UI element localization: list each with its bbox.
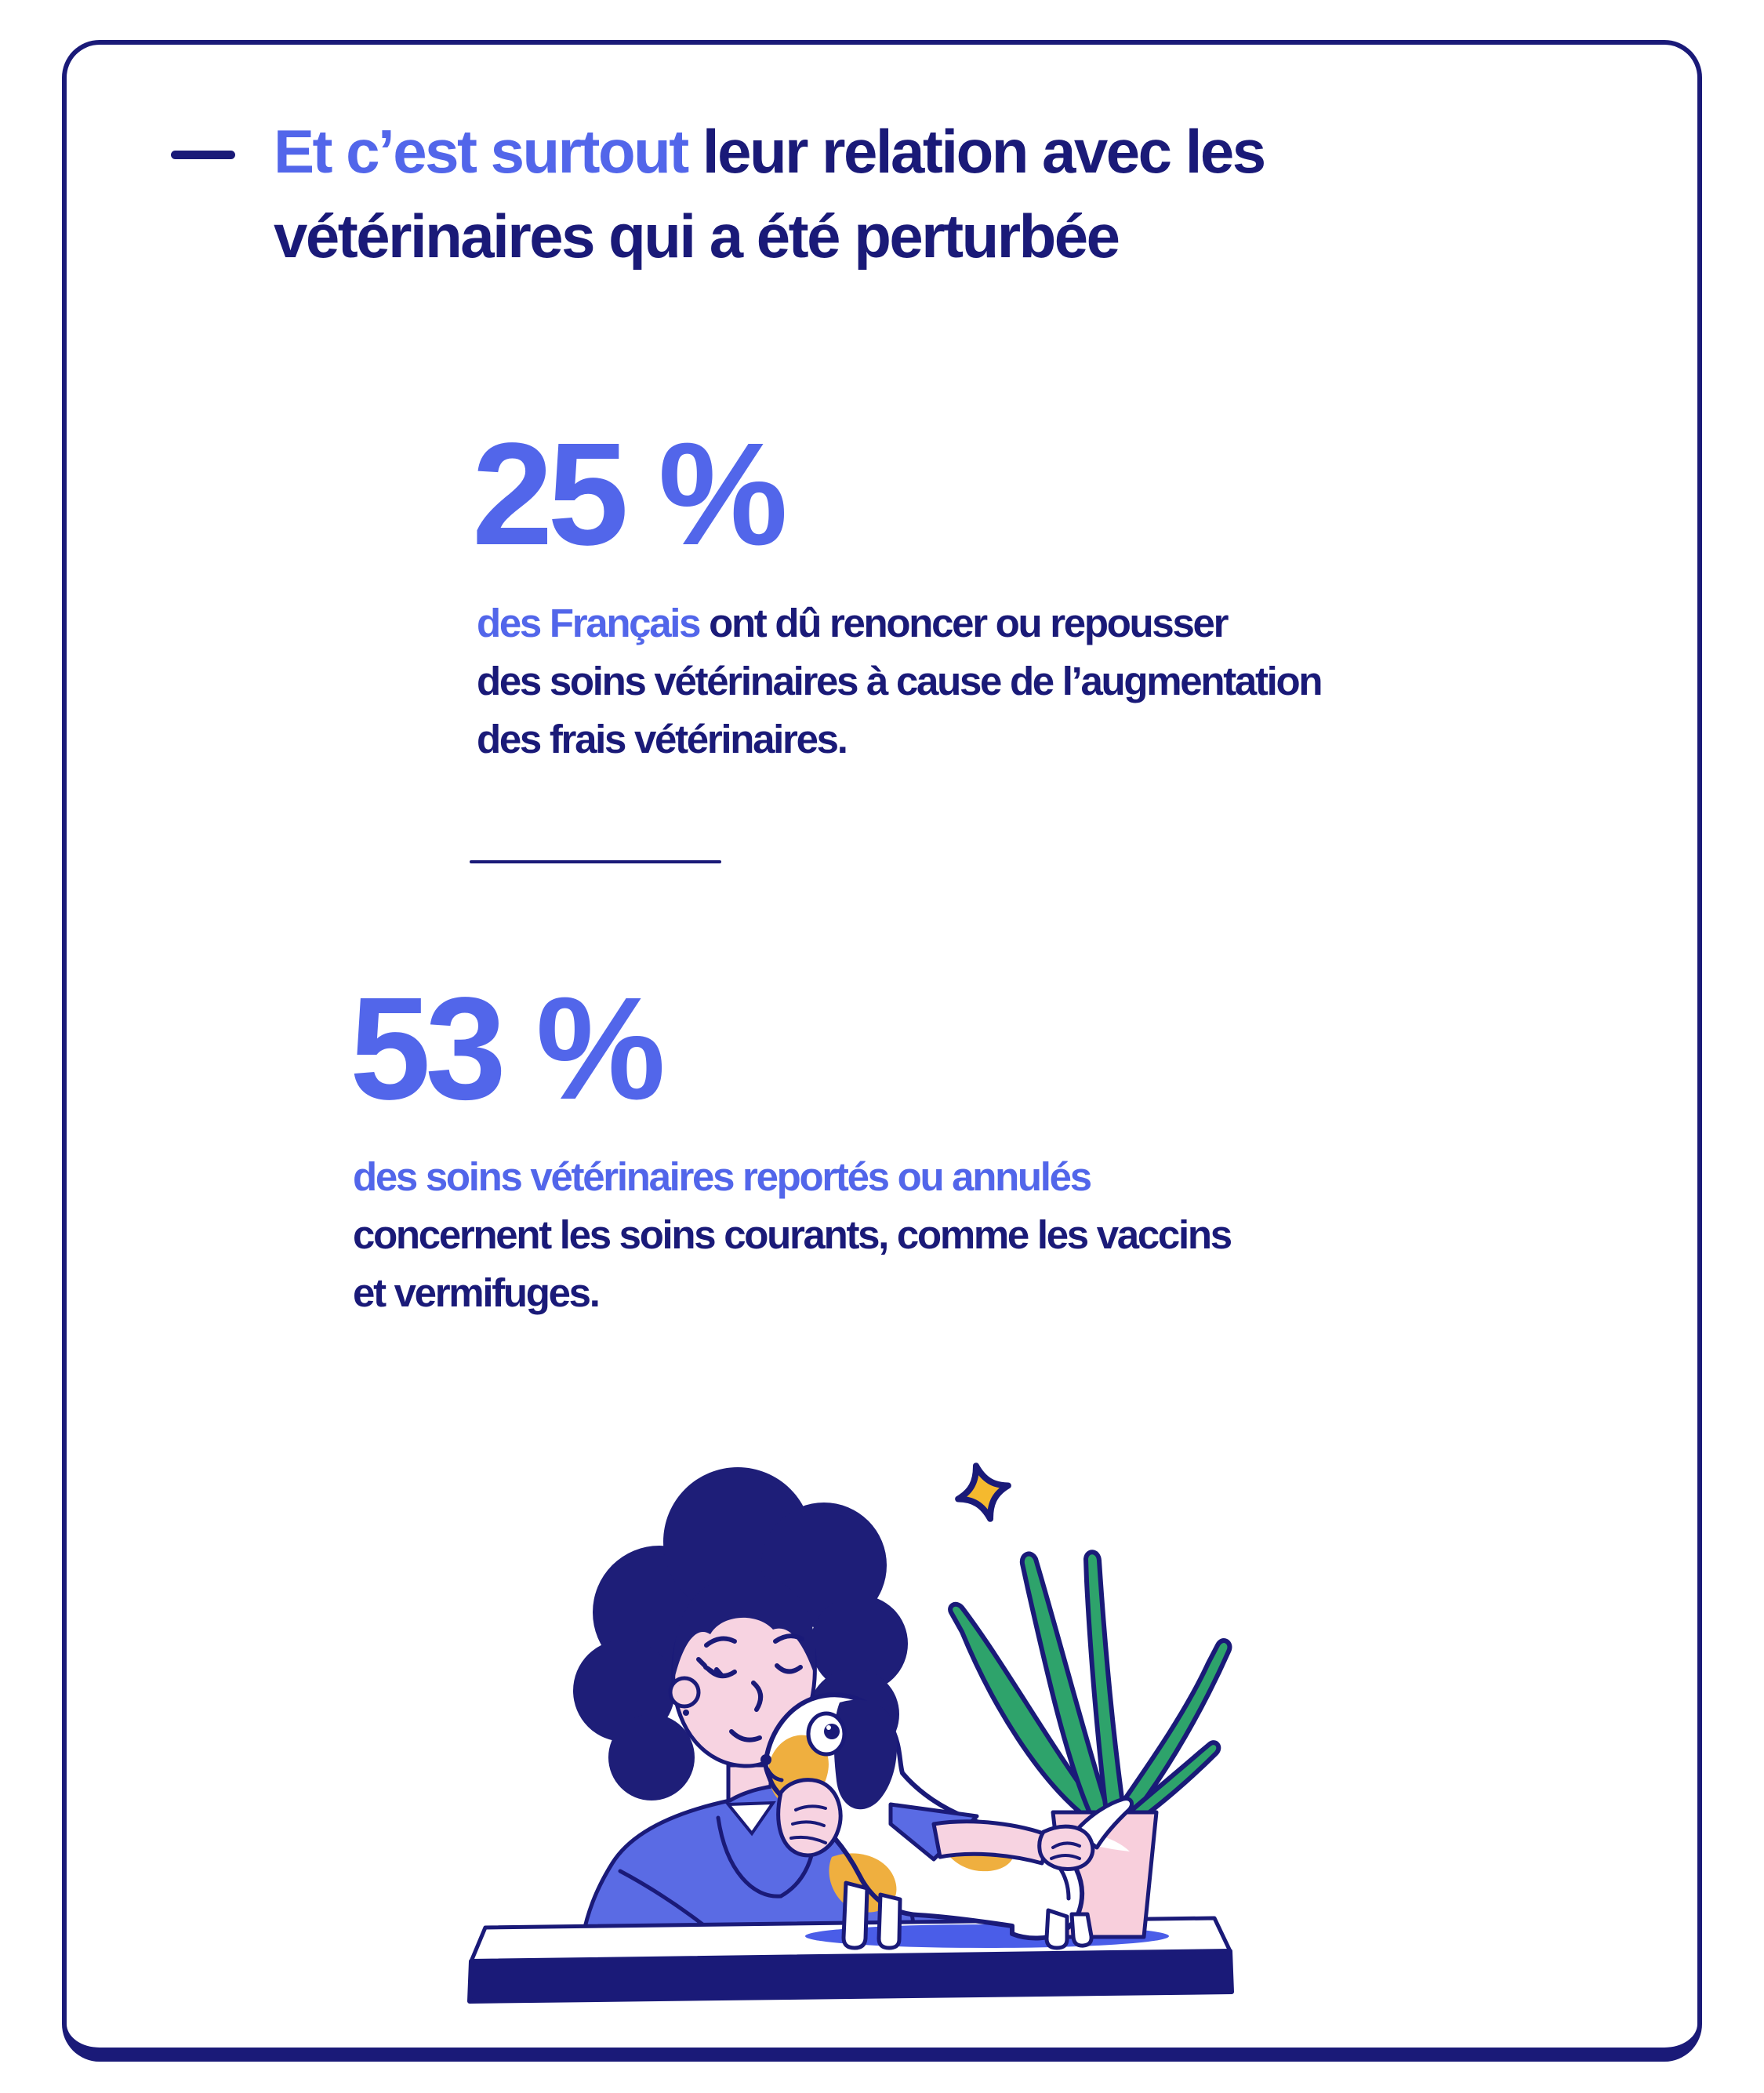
stat-53-value: 53 % [350, 968, 660, 1130]
title-accent: Et c’est surtout [274, 117, 688, 186]
stat-25-value: 25 % [472, 413, 782, 576]
stat-25-desc-rest: ont dû renoncer ou repousser [699, 601, 1228, 645]
title-line-1 [274, 109, 1497, 194]
title-rest: leur relation avec les [687, 117, 1265, 186]
title-line-2: vétérinaires qui a été perturbée [274, 202, 1119, 271]
dash-decoration [171, 151, 235, 159]
stat-25-desc-line-1 [477, 594, 1321, 652]
stat-53-desc-accent: des soins vétérinaires reportés ou annulés [353, 1154, 1091, 1199]
stat-53-description [353, 1148, 1231, 1323]
left-hand [779, 1780, 840, 1855]
stat-25-desc-line-3: des frais vétérinaires. [477, 717, 847, 762]
stat-25-description [477, 594, 1321, 769]
page-title [274, 109, 1497, 279]
stat-53-desc-line-2: concernent les soins courants, comme les vaccins [353, 1212, 1231, 1258]
woman-petting-dog-illustration [463, 1455, 1310, 2004]
stat-53-desc-line-3: et vermifuges. [353, 1270, 599, 1316]
sparkle-icon [951, 1459, 1015, 1526]
section-divider [470, 860, 721, 863]
stat-25-desc-accent: des Français [477, 601, 700, 645]
infographic-card [62, 40, 1702, 2062]
stat-25-desc-line-2: des soins vétérinaires à cause de l’augmentation [477, 659, 1322, 704]
plant-leaves [950, 1552, 1229, 1824]
